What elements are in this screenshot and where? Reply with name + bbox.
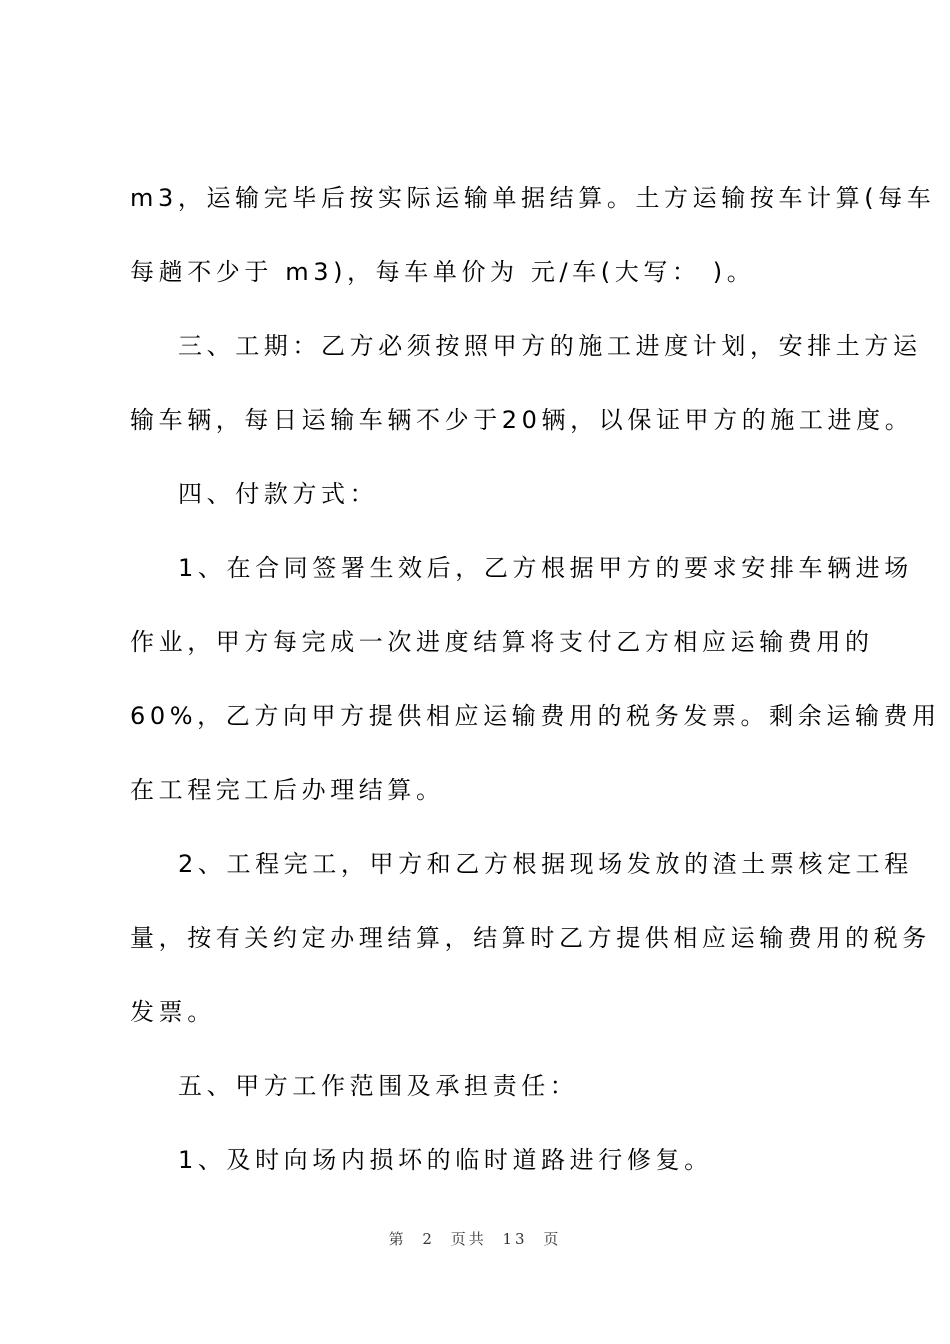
text-line: 在工程完工后办理结算。 (130, 776, 445, 804)
text-line: m3，运输完毕后按实际运输单据结算。土方运输按车计算(每车 (130, 184, 936, 212)
text-line: 每趟不少于 m3)，每车单价为 元/车(大写： )。 (130, 258, 756, 286)
footer-prefix: 第 (388, 1230, 407, 1248)
section-heading-construction-period: 三、工期：乙方必须按照甲方的施工进度计划，安排土方运 (178, 332, 922, 360)
current-page-number: 2 (422, 1230, 435, 1248)
page-number-footer (0, 1228, 950, 1250)
footer-middle: 页共 (450, 1230, 487, 1248)
total-page-count: 13 (502, 1230, 528, 1248)
section-heading-party-a-responsibilities: 五、甲方工作范围及承担责任： (178, 1072, 579, 1100)
clause-item: 1、在合同签署生效后，乙方根据甲方的要求安排车辆进场 (178, 554, 913, 582)
text-line: 60%，乙方向甲方提供相应运输费用的税务发票。剩余运输费用 (130, 702, 941, 730)
text-line: 作业，甲方每完成一次进度结算将支付乙方相应运输费用的 (130, 628, 874, 656)
footer-suffix: 页 (543, 1230, 562, 1248)
section-heading-payment-method: 四、付款方式： (178, 480, 379, 508)
clause-item: 2、工程完工，甲方和乙方根据现场发放的渣土票核定工程 (178, 850, 913, 878)
text-line: 输车辆，每日运输车辆不少于20辆，以保证甲方的施工进度。 (130, 406, 914, 434)
text-line: 发票。 (130, 998, 216, 1026)
clause-item: 1、及时向场内损坏的临时道路进行修复。 (178, 1146, 713, 1174)
text-line: 量，按有关约定办理结算，结算时乙方提供相应运输费用的税务 (130, 924, 931, 952)
